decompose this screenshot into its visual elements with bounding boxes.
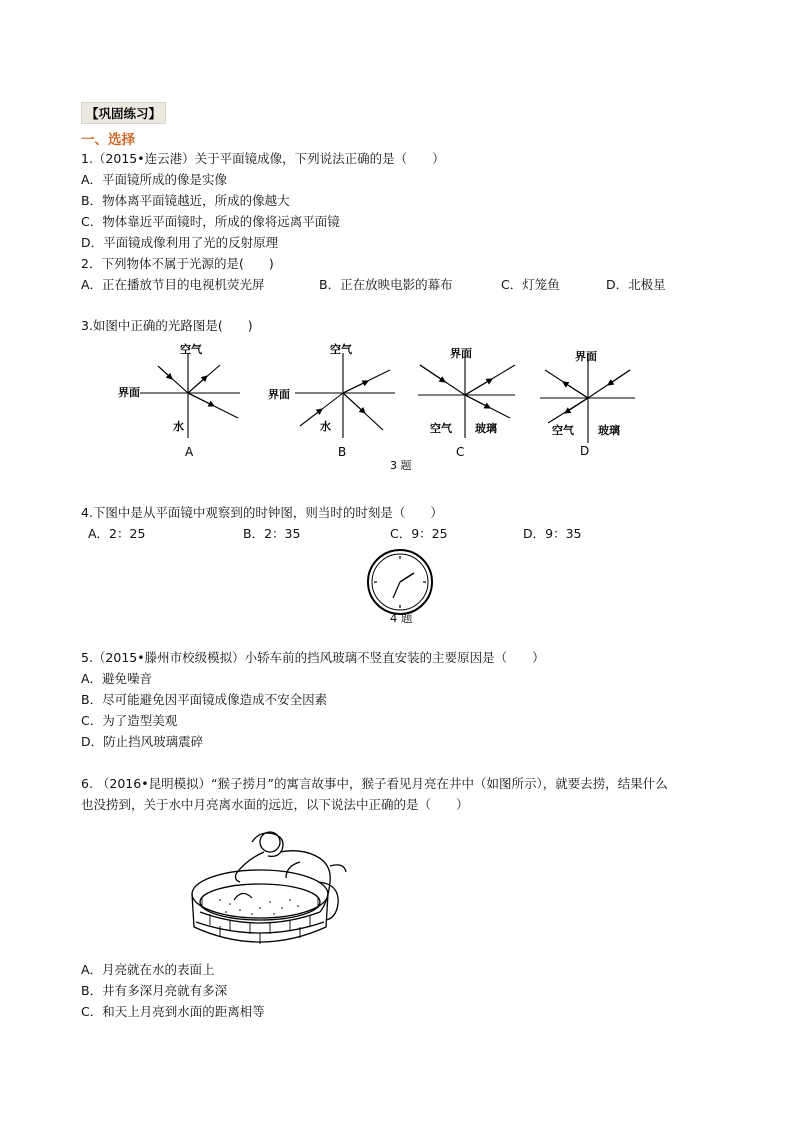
diagram-a-top-label: 空气 xyxy=(180,343,202,356)
diagram-d-letter: D xyxy=(580,444,590,458)
diagram-d-bottom-right-label: 玻璃 xyxy=(598,424,620,437)
question-5-option-a: A．避免噪音 xyxy=(81,671,153,686)
diagram-a-letter: A xyxy=(185,445,194,459)
diagram-d-bottom-left-label: 空气 xyxy=(552,424,574,437)
question-2-option-d: D．北极星 xyxy=(606,277,666,292)
diagram-d-top-label: 界面 xyxy=(575,350,597,363)
question-5-option-b: B．尽可能避免因平面镜成像造成不安全因素 xyxy=(81,692,328,707)
diagram-c-bottom-left-label: 空气 xyxy=(430,422,452,435)
question-1-option-a: A．平面镜所成的像是实像 xyxy=(81,172,228,187)
question-3-caption: 3 题 xyxy=(390,459,412,472)
diagram-b xyxy=(295,353,395,438)
question-5-option-c: C．为了造型美观 xyxy=(81,713,178,728)
question-1-option-d: D．平面镜成像利用了光的反射原理 xyxy=(81,235,279,250)
question-1-option-c: C．物体靠近平面镜时，所成的像将远离平面镜 xyxy=(81,214,340,229)
question-5-option-d: D．防止挡风玻璃震碎 xyxy=(81,734,204,749)
question-2-option-b: B．正在放映电影的幕布 xyxy=(319,277,453,292)
diagram-a xyxy=(140,353,240,438)
diagram-c-top-label: 界面 xyxy=(450,347,472,360)
question-2-stem: 2．下列物体不属于光源的是( ) xyxy=(81,256,274,271)
question-1-option-b: B．物体离平面镜越近，所成的像越大 xyxy=(81,193,290,208)
diagram-b-top-label: 空气 xyxy=(330,343,352,356)
question-1-stem: 1.（2015•连云港）关于平面镜成像，下列说法正确的是（ ） xyxy=(81,151,445,166)
question-4-stem: 4.下图中是从平面镜中观察到的时钟图，则当时的时刻是（ ） xyxy=(81,505,443,520)
light-path-diagrams xyxy=(100,338,660,473)
diagram-a-bottom-label: 水 xyxy=(173,420,184,433)
question-2-option-a: A．正在播放节目的电视机荧光屏 xyxy=(81,277,265,292)
question-6-option-b: B．井有多深月亮就有多深 xyxy=(81,983,228,998)
question-6-stem-line-1: 6. （2016•昆明模拟）“猴子捞月”的寓言故事中，猴子看见月亮在井中（如图所示），就要去捞，结果什么 xyxy=(81,776,668,791)
question-4-option-c: C．9：25 xyxy=(390,526,448,541)
question-5-stem: 5.（2015•滕州市校级模拟）小轿车前的挡风玻璃不竖直安装的主要原因是（ ） xyxy=(81,650,545,665)
question-2-option-c: C．灯笼鱼 xyxy=(501,277,560,292)
question-4-option-b: B．2：35 xyxy=(243,526,301,541)
mirror-clock-icon xyxy=(365,547,435,617)
question-4-option-a: A．2：25 xyxy=(88,526,146,541)
question-4-option-d: D．9：35 xyxy=(523,526,582,541)
question-4-caption: 4 题 xyxy=(390,611,413,625)
diagram-a-left-label: 界面 xyxy=(118,386,140,399)
diagram-c-letter: C xyxy=(456,445,465,459)
diagram-b-bottom-label: 水 xyxy=(320,420,331,433)
question-6-stem-line-2: 也没捞到，关于水中月亮离水面的远近，以下说法中正确的是（ ） xyxy=(81,797,469,812)
question-6-option-a: A．月亮就在水的表面上 xyxy=(81,962,215,977)
diagram-c-bottom-right-label: 玻璃 xyxy=(475,422,497,435)
monkey-well-illustration xyxy=(190,822,350,952)
diagram-b-left-label: 界面 xyxy=(268,388,290,401)
section-title: 一、选择 xyxy=(81,132,135,148)
question-3-stem: 3.如图中正确的光路图是( ) xyxy=(81,318,253,333)
question-6-option-c: C．和天上月亮到水面的距离相等 xyxy=(81,1004,265,1019)
heading: 【巩固练习】 xyxy=(81,102,166,124)
diagram-b-letter: B xyxy=(338,445,347,459)
